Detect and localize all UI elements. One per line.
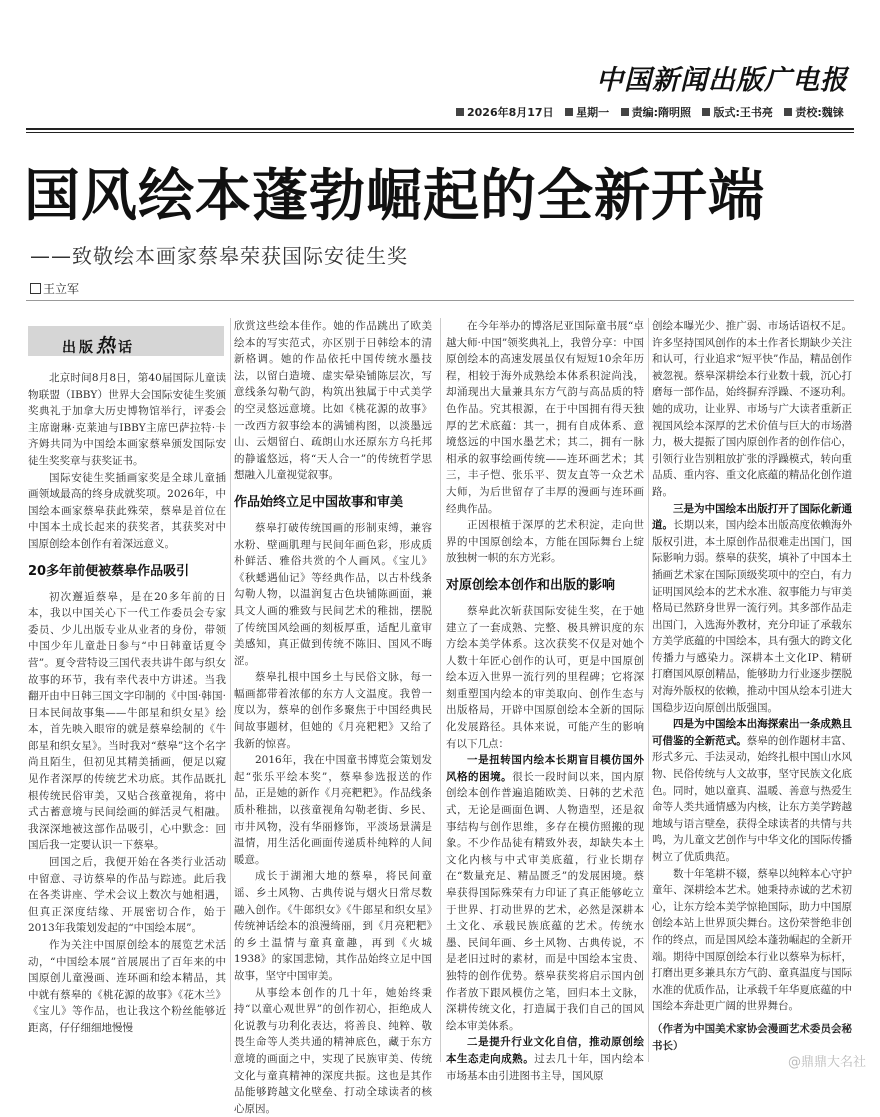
paragraph: 三是为中国绘本出版打开了国际化新通道。长期以来，国内绘本出版高度依赖海外版权引进，本土原创作品很难走出国门，国际影响力弱。蔡皋的获奖，填补了中国本土插画艺术家在国际顶级奖项中的空白，有力证明国风绘本的艺术水准、叙事能力与审美格局已然跻身世界一流行列。其多部作品走出国门，入选海外教材，充分印证了承载东方美学底蕴的中国绘本，具有强大的跨文化传播力与感染力。深耕本土文化IP、精研打磨国风原创精品，能够助力行业逐步摆脱对海外版权的依赖，推动中国从绘本引进大国稳步迈向原创出版强国。 <box>652 502 853 714</box>
paragraph: 四是为中国绘本出海探索出一条成熟且可借鉴的全新范式。蔡皋的创作题材丰富、形式多元、手法灵动，始终扎根中国山水风物、民俗传统与人文故事，坚守民族文化底色。同时，她以童真、温暖、善意与热爱生命等人类共通情感为内核，让东方美学跨越地域与语言壁垒，获得全球读者的共情与共鸣，为儿童文艺创作与中华文化的国际传播树立了优质典范。 <box>652 718 852 863</box>
square-bullet-icon <box>565 108 573 116</box>
paragraph: 从事绘本创作的几十年，她始终秉持“以童心观世界”的创作初心，拒绝成人化说教与功利化表达，将善良、纯粹、敬畏生命等人类共通的精神底色，藏于东方意境的画面之中，实现了民族审美、传统文化与童真精神的深度共振。这也是其作品能够跨越文化壁垒、打动全球读者的核心原因。 <box>234 986 432 1115</box>
square-bullet-icon <box>784 108 792 116</box>
square-bullet-icon <box>456 108 464 116</box>
paragraph: 创绘本曝光少、推广弱、市场话语权不足。许多坚持国风创作的本土作者长期缺少关注和认可，行业追求“短平快”作品，精品创作被忽视。蔡皋深耕绘本行业数十载，沉心打磨每一部作品，始终摒弃浮躁、不逐功利。她的成功，让业界、市场与广大读者重新正视国风绘本深厚的艺术价值与巨大的市场潜力，极大提振了国内原创作者的创作信心，引领行业告别粗放扩张的浮躁模式，转向重品质、重内容、重文化底蕴的精品化创作道路。 <box>652 320 852 498</box>
paragraph: 欣赏这些绘本佳作。她的作品跳出了欧美绘本的写实范式，亦区别于日韩绘本的清新格调。她的作品依托中国传统水墨技法，以留白造境、虚实晕染铺陈层次，写意线条勾勒气韵，构筑出独属于中式美学的空灵悠远意境。比如《桃花源的故事》一改西方叙事绘本的满铺构图，以淡墨远山、云烟留白、疏朗山水还原东方乌托邦的静谧悠远，将“天人合一”的传统哲学思想融入儿童视觉叙事。 <box>234 320 432 482</box>
column-4 <box>652 318 852 1062</box>
section-heading: 对原创绘本创作和出版的影响 <box>446 577 616 593</box>
newspaper-masthead: 中国新闻出版广电报 <box>596 65 848 96</box>
column-divider <box>648 318 649 1062</box>
section-heading: 20多年前便被蔡皋作品吸引 <box>28 563 190 579</box>
lead-sentence: 二是提升行业文化自信，推动原创绘本生态走向成熟。 <box>446 1036 644 1065</box>
column-3 <box>446 318 645 1082</box>
paragraph: 蔡皋此次斩获国际安徒生奖，在于她建立了一套成熟、完整、极具辨识度的东方绘本美学体系。这次获奖不仅是对她个人数十年匠心创作的认可，更是中国原创绘本迈入世界一流行列的里程碑；它将深刻重塑国内绘本的审美取向、创作生态与出版格局，开辟中国原创绘本全新的国际化发展路径。具体来说，可能产生的影响有以下几点： <box>446 604 644 750</box>
paragraph: 蔡皋扎根中国乡土与民俗文脉，每一幅画都带着浓郁的东方人文温度。我曾一度以为，蔡皋的创作多聚焦于中国经典民间故事题材，但她的《月亮粑粑》又给了我新的惊喜。 <box>234 671 432 750</box>
box-icon <box>30 283 41 294</box>
weekday: 星期一 <box>565 106 609 119</box>
paragraph: 国际安徒生奖插画家奖是全球儿童插画领域最高的终身成就奖项。2026年，中国绘本画家蔡皋获此殊荣，蔡皋是首位在中国本土成长起来的获奖者，其获奖对中国原创绘本创作有着深远意义。 <box>28 471 226 550</box>
lead-sentence: 四是为中国绘本出海探索出一条成熟且可借鉴的全新范式。 <box>652 718 852 747</box>
article-headline: 国风绘本蓬勃崛起的全新开端 <box>24 164 765 229</box>
column-1 <box>28 370 226 1110</box>
header-rule <box>26 128 854 130</box>
paragraph: 2016年，我在中国童书博览会策划发起“张乐平绘本奖”，蔡皋参选报送的作品，正是她的新作《月亮粑粑》。作品线条质朴稚拙，以孩童视角勾勒老街、乡民、市井风物，没有华丽修饰，平淡场景满是温情，用生活化画面传递质朴纯粹的人间暖意。 <box>234 754 432 866</box>
square-bullet-icon <box>702 108 710 116</box>
paragraph: 二是提升行业文化自信，推动原创绘本生态走向成熟。过去几十年，国内绘本市场基本由引进图书主导，国风原 <box>446 1036 645 1082</box>
lead-sentence: 三是为中国绘本出版打开了国际化新通道。 <box>652 502 852 532</box>
lead-sentence: 一是扭转国内绘本长期盲目模仿国外风格的困境。 <box>446 754 644 783</box>
paragraph: 作为关注中国原创绘本的展览艺术活动，“中国绘本展”首展展出了百年来的中国原创儿童漫画、连环画和绘本精品，其中就有蔡皋的《桃花源的故事》《花木兰》《宝儿》等作品，也让我这个粉丝能够近距离，仔仔细细地慢慢 <box>28 939 226 1034</box>
author-note: （作者为中国美术家协会漫画艺术委员会秘书长） <box>652 1022 852 1052</box>
column-divider <box>440 318 441 1062</box>
paragraph: 回国之后，我便开始在各类行业活动中留意、寻访蔡皋的作品与踪迹。此后我在各类讲座、学术会议上数次与她相遇，但真正深度结缘、开展密切合作，始于2013年我策划发起的“中国绘本展”。 <box>28 856 226 935</box>
paragraph: 初次邂逅蔡皋，是在20多年前的日本，我以中国关心下一代工作委员会专家委员、少儿出版专业从业者的身份，带领中国少年儿童赴日参与“中日韩童话夏令营”。夏令营特设三国代表共讲牛郎与织女故事的环节，我有幸代表中方讲述。当我翻开由中日韩三国文字印制的《中国·韩国·日本民间故事集——牛郎星和织女星》绘本，首先映入眼帘的就是蔡皋绘制的《牛郎星和织女星》。当时我对“蔡皋”这个名字尚且陌生，但初见其精美插画，便足以窥见作者深厚的传统艺术功底。其作品既扎根传统民俗审美，又贴合孩童视角，将中式古蓄意境与民间绘画的鲜活灵气相融。我深深地被这部作品吸引，心中默念：回国后我一定要认识一下蔡皋。 <box>28 590 226 852</box>
paragraph: 成长于湖湘大地的蔡皋，将民间童谣、乡土风物、古典传说与烟火日常尽数融入创作。《牛郎织女》《牛郎星和织女星》传统神话绘本的浪漫绮丽，到《月亮粑粑》的乡土温情与童真童趣，再到《火城1938》的家国悲恸，其作品始终立足中国故事，坚守中国审美。 <box>234 870 432 982</box>
column-divider <box>230 318 231 1062</box>
watermark: @鼎鼎大名社 <box>787 1055 866 1070</box>
byline: 王立军 <box>30 280 79 297</box>
column-banner-title: 出版热话 <box>62 335 136 357</box>
header-rule-thin <box>26 132 854 133</box>
section-heading: 作品始终立足中国故事和审美 <box>234 494 404 510</box>
article-rule <box>26 300 854 301</box>
article-subtitle: ——致敬绘本画家蔡皋荣获国际安徒生奖 <box>30 244 408 268</box>
proof-credit: 责校:魏铼 <box>784 106 843 119</box>
square-bullet-icon <box>621 108 629 116</box>
paragraph: 蔡皋打破传统国画的形制束缚，兼容水粉、壁画肌理与民间年画色彩，形成质朴鲜活、雅俗共赏的个人画风。《宝儿》《秋蟋遇仙记》等经典作品，以古朴线条勾勒人物，以温润复古色块铺陈画面，兼具文人画的雅致与民间艺术的稚拙，摆脱了传统国风绘画的刻板厚重，适配儿童审美感知，真正做到传统不陈旧、国风不晦涩。 <box>234 521 432 667</box>
paragraph: 正因根植于深厚的艺术积淀，走向世界的中国原创绘本，方能在国际舞台上绽放独树一帜的东方光彩。 <box>446 519 644 565</box>
layout-credit: 版式:王书亮 <box>702 106 772 119</box>
paragraph: 一是扭转国内绘本长期盲目模仿国外风格的困境。很长一段时间以来，国内原创绘本创作普遍追随欧美、日韩的艺术范式，无论是画面色调、人物造型，还是叙事结构与创作思维，多存在模仿照搬的现象。不少作品徒有精致外表，却缺失本土文化内核与中式审美底蕴，行业长期存在“数量充足、精品匮乏”的发展困境。蔡皋获得国际殊荣有力印证了真正能够屹立于世界、打动世界的艺术，必然是深耕本土文化、承载民族底蕴的艺术。传统水墨、民间年画、乡土风物、古典传说，不是老旧过时的素材，而是中国绘本宝贵、独特的创作优势。蔡皋获奖将启示国内创作者放下跟风模仿之笔，回归本土文脉，深耕传统文化，打造属于我们自己的国风绘本审美体系。 <box>446 754 645 1032</box>
paragraph: 数十年笔耕不辍，蔡皋以纯粹本心守护童年、深耕绘本艺术。她秉持赤诚的艺术初心，让东方绘本美学惊艳国际，助力中国原创绘本站上世界顶尖舞台。这份荣誉绝非创作的终点，而是国风绘本蓬勃崛起的全新开端。期待中国原创绘本行业以蔡皋为标杆，打磨出更多兼具东方气韵、童真温度与国际水准的优质作品，让承载千年华夏底蕴的中国绘本奔赴更广阔的世界舞台。 <box>652 867 852 1013</box>
issue-date: 2026年8月17日 <box>456 106 554 119</box>
column-2 <box>234 318 432 1115</box>
paragraph: 北京时间8月8日，第40届国际儿童读物联盟（IBBY）世界大会国际安徒生奖颁奖典礼于加拿大历史博物馆举行，评委会主席谢琳·克莱迪与IBBY主席巴萨拉特·卡齐姆共同为中国绘本画家蔡皋颁发国际安徒生奖奖章与获奖证书。 <box>28 372 226 467</box>
paragraph: 在今年举办的博洛尼亚国际童书展“卓越大师·中国”领奖典礼上，我曾分享：中国原创绘本的高速发展虽仅有短短10余年历程，相较于海外成熟绘本体系积淀尚浅，却涌现出大量兼具东方气韵与高品质的特色作品。究其根源，在于中国拥有得天独厚的艺术底蕴：其一，拥有自成体系、意境悠远的中国水墨艺术；其二，拥有一脉相承的叙事绘画传统——连环画艺术；其三，丰子恺、张乐平、贺友直等一众艺术大师，为后世留存了丰厚的漫画与连环画经典作品。 <box>446 320 644 515</box>
editor-credit: 责编:隋明照 <box>621 106 691 119</box>
info-bar <box>456 104 866 122</box>
